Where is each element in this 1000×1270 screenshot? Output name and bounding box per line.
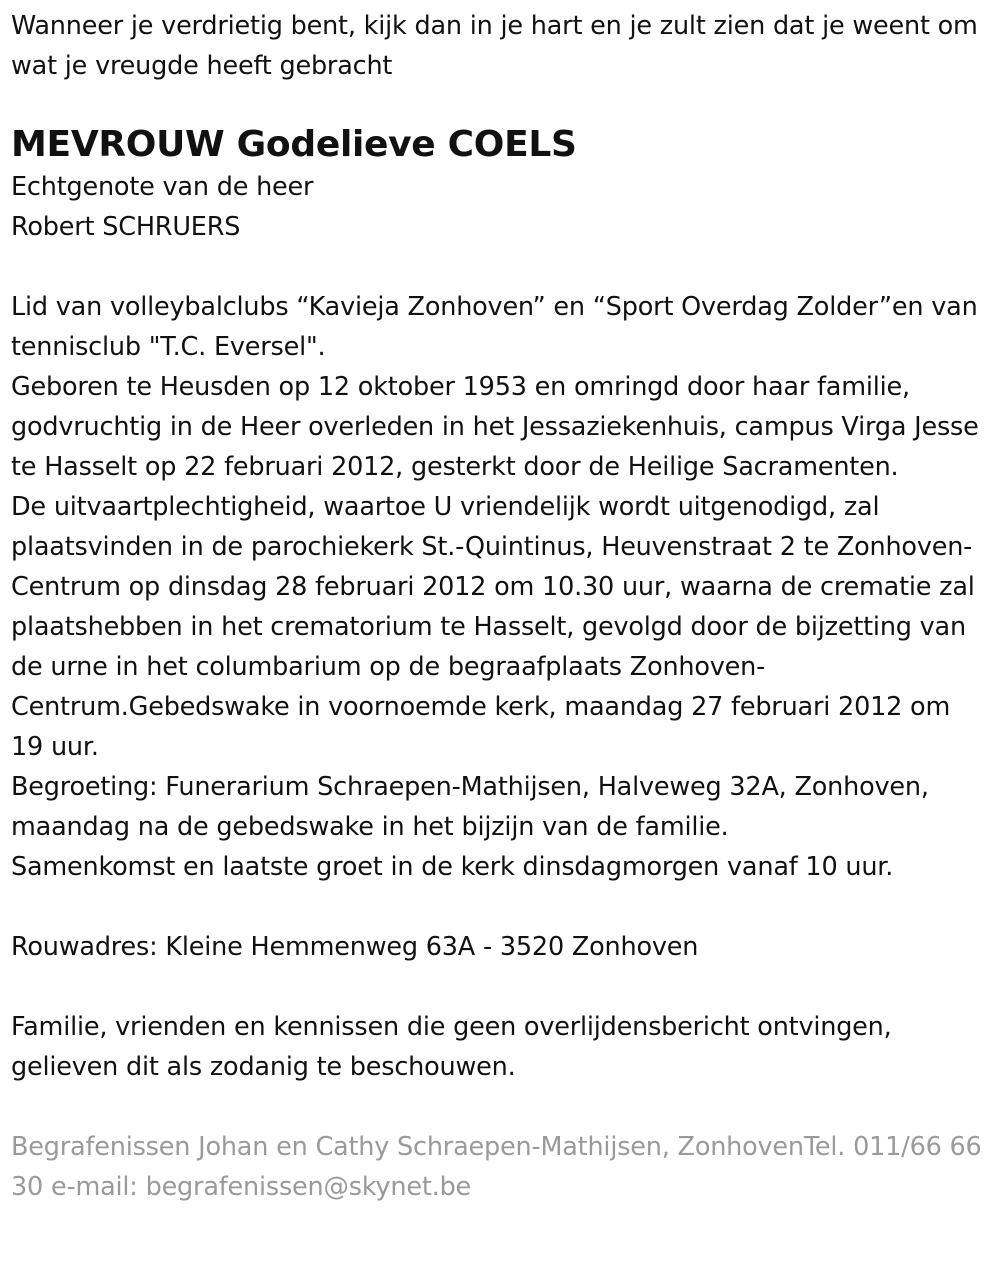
greeting-paragraph: Begroeting: Funerarium Schraepen-Mathijsen, Halveweg 32A, Zonhoven, maandag na de gebedswake in het bijzijn van de familie. — [11, 772, 929, 842]
spacer — [11, 887, 990, 927]
clubs-paragraph: Lid van volleybalclubs “Kavieja Zonhoven” en “Sport Overdag Zolder”en van tennisclub "T.C. Eversel". — [11, 292, 978, 362]
spacer — [11, 967, 990, 1007]
spacer — [11, 247, 990, 287]
mourning-address: Rouwadres: Kleine Hemmenweg 63A - 3520 Zonhoven — [11, 932, 699, 962]
obituary-details — [11, 287, 990, 887]
ceremony-paragraph: De uitvaartplechtigheid, waartoe U vriendelijk wordt uitgenodigd, zal plaatsvinden in de parochiekerk St.-Quintinus, Heuvenstraat 2 te Zonhoven-Centrum op dinsdag 28 februari 2012 om 10.30 uur, waarna de crematie zal plaatshebben in het crematorium te Hasselt, gevolgd door de bijzetting van de urne in het columbarium op de begraafplaats Zonhoven-Centrum.Gebedswake in voornoemde kerk, maandag 27 februari 2012 om 19 uur. — [11, 492, 975, 762]
deceased-name: MEVROUW Godelieve COELS — [11, 124, 577, 165]
gathering-paragraph: Samenkomst en laatste groet in de kerk dinsdagmorgen vanaf 10 uur. — [11, 852, 894, 882]
memorial-quote: Wanneer je verdrietig bent, kijk dan in je hart en je zult zien dat je weent om wat je vreugde heeft gebracht — [11, 11, 978, 81]
spacer — [11, 1087, 990, 1127]
birth-death-paragraph: Geboren te Heusden op 12 oktober 1953 en omringd door haar familie, godvruchtig in de Heer overleden in het Jessaziekenhuis, campus Virga Jesse te Hasselt op 22 februari 2012, gesterkt door de Heilige Sacramenten. — [11, 372, 979, 482]
spouse-line-1: Echtgenote van de heer — [11, 172, 314, 202]
notice-paragraph: Familie, vrienden en kennissen die geen overlijdensbericht ontvingen, gelieven dit als zodanig te beschouwen. — [11, 1012, 892, 1082]
funeral-home-footer: Begrafenissen Johan en Cathy Schraepen-Mathijsen, ZonhovenTel. 011/66 66 30 e-mail: begrafenissen@skynet.be — [11, 1132, 982, 1202]
spouse-line-2: Robert SCHRUERS — [11, 212, 241, 242]
spouse-info — [11, 167, 990, 247]
